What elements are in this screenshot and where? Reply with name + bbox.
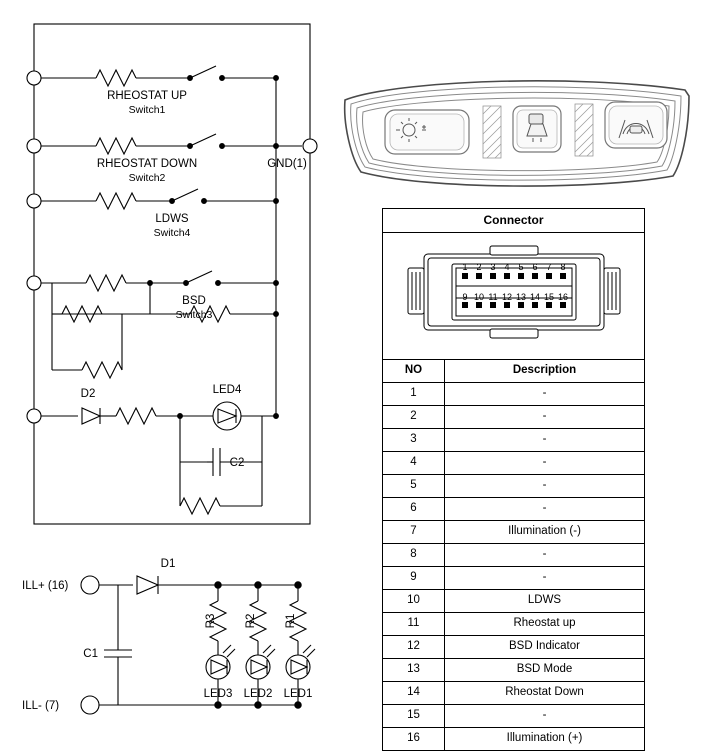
pin-number-top: 4 bbox=[503, 262, 510, 272]
pin-number-top: 1 bbox=[461, 262, 468, 272]
connector-panel bbox=[382, 208, 644, 751]
pin-desc: Illumination (-) bbox=[445, 521, 645, 544]
label-c2: C2 bbox=[229, 457, 245, 469]
table-row bbox=[383, 590, 645, 613]
label-bsd: BSD bbox=[182, 295, 206, 307]
table-row bbox=[383, 521, 645, 544]
pin-desc: Rheostat Down bbox=[445, 682, 645, 705]
label-r2: R2 bbox=[245, 613, 257, 629]
pin-desc: - bbox=[445, 406, 645, 429]
pin-number-bottom: 10 bbox=[473, 292, 484, 302]
label-led1: LED1 bbox=[283, 688, 313, 700]
label-led3: LED3 bbox=[203, 688, 233, 700]
pin-no: 5 bbox=[383, 475, 445, 498]
table-row bbox=[383, 498, 645, 521]
table-row bbox=[383, 567, 645, 590]
pin-no: 7 bbox=[383, 521, 445, 544]
pin-desc: - bbox=[445, 429, 645, 452]
label-r3: R3 bbox=[205, 613, 217, 629]
pin-number-top: 5 bbox=[517, 262, 524, 272]
pin-no: 10 bbox=[383, 590, 445, 613]
label-d1: D1 bbox=[160, 558, 176, 570]
pin-number-bottom: 15 bbox=[543, 292, 554, 302]
label-switch3: Switch3 bbox=[175, 309, 213, 321]
connector-title: Connector bbox=[383, 209, 645, 233]
pin-desc: LDWS bbox=[445, 590, 645, 613]
label-led2: LED2 bbox=[243, 688, 273, 700]
pin-desc: - bbox=[445, 475, 645, 498]
pin-no: 8 bbox=[383, 544, 445, 567]
pin-number-bottom: 14 bbox=[529, 292, 540, 302]
table-row bbox=[383, 636, 645, 659]
pin-no: 6 bbox=[383, 498, 445, 521]
label-rheostat-up: RHEOSTAT UP bbox=[107, 90, 187, 102]
switch-assembly-photo bbox=[337, 72, 697, 197]
pin-number-bottom: 12 bbox=[501, 292, 512, 302]
pin-no: 1 bbox=[383, 383, 445, 406]
schematic-lower bbox=[8, 545, 338, 740]
label-led4: LED4 bbox=[212, 384, 242, 396]
label-switch2: Switch2 bbox=[128, 172, 166, 184]
pin-no: 13 bbox=[383, 659, 445, 682]
table-row bbox=[383, 406, 645, 429]
pin-number-bottom: 9 bbox=[461, 292, 468, 302]
table-row bbox=[383, 728, 645, 751]
table-row bbox=[383, 475, 645, 498]
label-d2: D2 bbox=[80, 388, 96, 400]
table-row bbox=[383, 682, 645, 705]
pin-no: 4 bbox=[383, 452, 445, 475]
pin-desc: - bbox=[445, 705, 645, 728]
column-header-no: NO bbox=[383, 360, 445, 383]
pin-no: 11 bbox=[383, 613, 445, 636]
pin-no: 2 bbox=[383, 406, 445, 429]
pin-number-top: 8 bbox=[559, 262, 566, 272]
label-c1: C1 bbox=[83, 648, 98, 660]
pin-desc: - bbox=[445, 498, 645, 521]
pin-desc: BSD Mode bbox=[445, 659, 645, 682]
table-row bbox=[383, 452, 645, 475]
pin-desc: - bbox=[445, 383, 645, 406]
label-switch4: Switch4 bbox=[153, 227, 191, 239]
table-row bbox=[383, 383, 645, 406]
pin-no: 14 bbox=[383, 682, 445, 705]
pin-desc: - bbox=[445, 452, 645, 475]
pin-number-bottom: 16 bbox=[557, 292, 568, 302]
pin-number-top: 2 bbox=[475, 262, 482, 272]
pin-no: 16 bbox=[383, 728, 445, 751]
pin-desc: - bbox=[445, 567, 645, 590]
label-gnd: GND(1) bbox=[267, 158, 307, 170]
table-row bbox=[383, 544, 645, 567]
connector-table bbox=[382, 208, 645, 751]
schematic-main bbox=[22, 18, 322, 532]
pin-number-top: 3 bbox=[489, 262, 496, 272]
pin-number-top: 7 bbox=[545, 262, 552, 272]
pin-desc: Illumination (+) bbox=[445, 728, 645, 751]
pin-number-bottom: 13 bbox=[515, 292, 526, 302]
connector-illustration bbox=[383, 233, 645, 360]
label-switch1: Switch1 bbox=[128, 104, 166, 116]
label-ill-plus: ILL+ (16) bbox=[22, 580, 69, 592]
pin-no: 9 bbox=[383, 567, 445, 590]
pin-desc: Rheostat up bbox=[445, 613, 645, 636]
label-rheostat-down: RHEOSTAT DOWN bbox=[96, 158, 198, 170]
pin-no: 15 bbox=[383, 705, 445, 728]
column-header-description: Description bbox=[445, 360, 645, 383]
label-ill-minus: ILL- (7) bbox=[22, 700, 60, 712]
pin-no: 12 bbox=[383, 636, 445, 659]
label-ldws: LDWS bbox=[155, 213, 189, 225]
label-r1: R1 bbox=[285, 613, 297, 629]
table-row bbox=[383, 613, 645, 636]
pin-no: 3 bbox=[383, 429, 445, 452]
pin-desc: BSD Indicator bbox=[445, 636, 645, 659]
table-row bbox=[383, 429, 645, 452]
pin-desc: - bbox=[445, 544, 645, 567]
table-row bbox=[383, 705, 645, 728]
pin-number-bottom: 11 bbox=[487, 292, 498, 302]
table-row bbox=[383, 659, 645, 682]
pin-number-top: 6 bbox=[531, 262, 538, 272]
